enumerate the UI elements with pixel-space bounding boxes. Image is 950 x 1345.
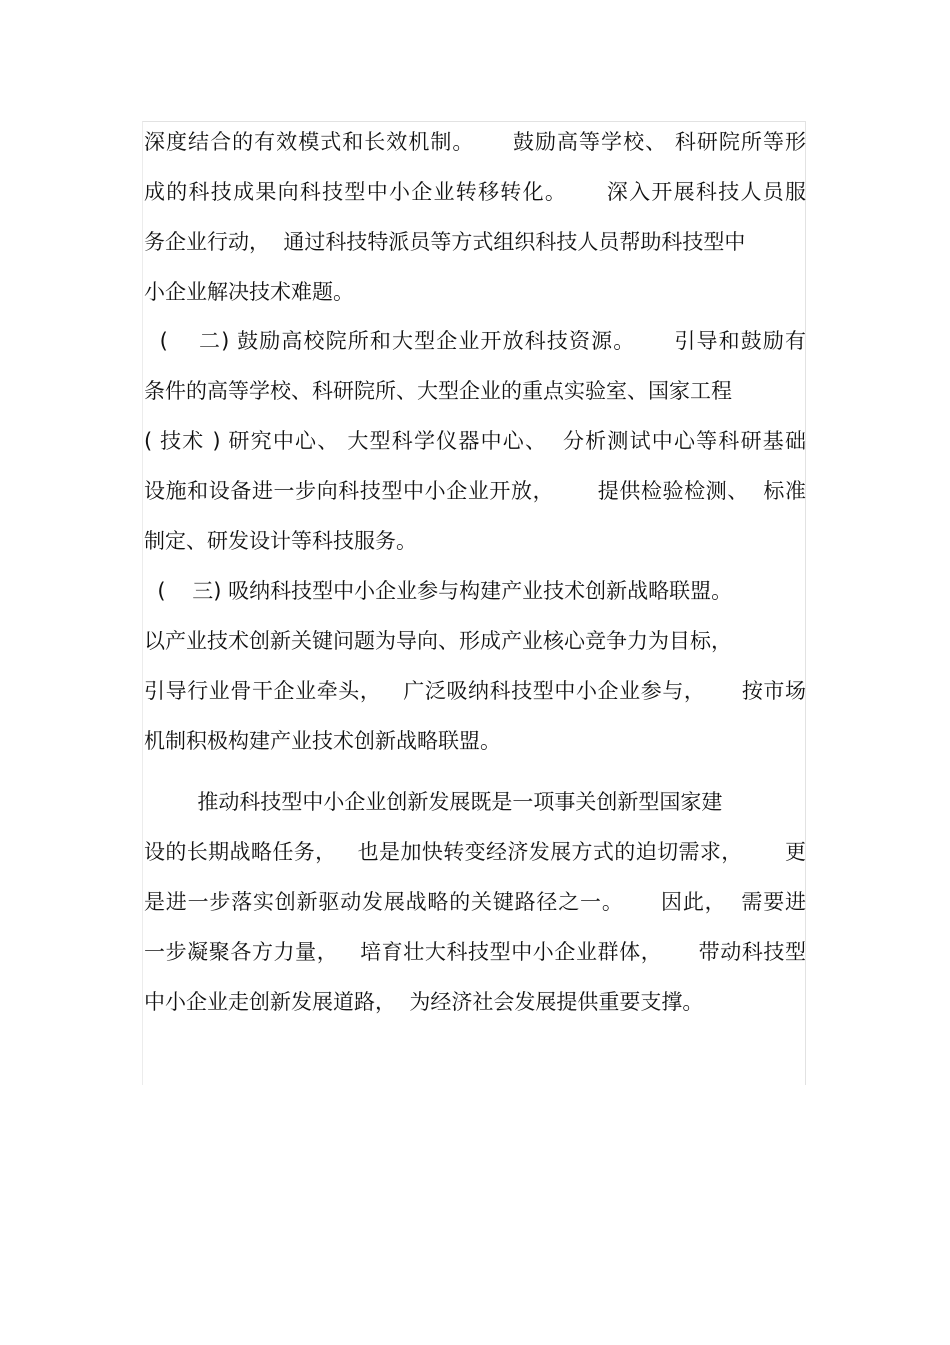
text-line-6: 条件的高等学校、科研院所、大型企业的重点实验室、国家工程 [144,379,732,403]
text-line-7: ( 技术 ) 研究中心、 大型科学仪器中心、 分析测试中心等科研基础 [144,429,806,453]
text-line-17: 一步凝聚各方力量， 培育壮大科技型中小企业群体， 带动科技型 [144,940,806,964]
text-line-12: 引导行业骨干企业牵头， 广泛吸纳科技型中小企业参与， 按市场 [144,679,806,703]
text-line-15: 设的长期战略任务， 也是加快转变经济发展方式的迫切需求， 更 [144,840,806,864]
text-line-8: 设施和设备进一步向科技型中小企业开放， 提供检验检测、 标准 [144,479,806,503]
text-line-18: 中小企业走创新发展道路， 为经济社会发展提供重要支撑。 [144,990,704,1014]
text-line-13: 机制积极构建产业技术创新战略联盟。 [144,729,501,753]
text-line-2: 成的科技成果向科技型中小企业转移转化。 深入开展科技人员服 [144,180,806,204]
text-line-14: 推动科技型中小企业创新发展既是一项事关创新型国家建 [144,790,723,814]
text-line-11: 以产业技术创新关键问题为导向、形成产业核心竞争力为目标， [144,629,732,653]
text-line-10: ( 三) 吸纳科技型中小企业参与构建产业技术创新战略联盟。 [144,579,733,603]
text-line-4: 小企业解决技术难题。 [144,280,354,304]
text-line-9: 制定、研发设计等科技服务。 [144,529,417,553]
text-line-3: 务企业行动， 通过科技特派员等方式组织科技人员帮助科技型中 [144,230,746,254]
text-line-16: 是进一步落实创新驱动发展战略的关键路径之一。 因此， 需要进 [144,890,806,914]
text-line-1: 深度结合的有效模式和长效机制。 鼓励高等学校、 科研院所等形 [144,130,806,154]
text-line-5: ( 二) 鼓励高校院所和大型企业开放科技资源。 引导和鼓励有 [144,329,806,353]
